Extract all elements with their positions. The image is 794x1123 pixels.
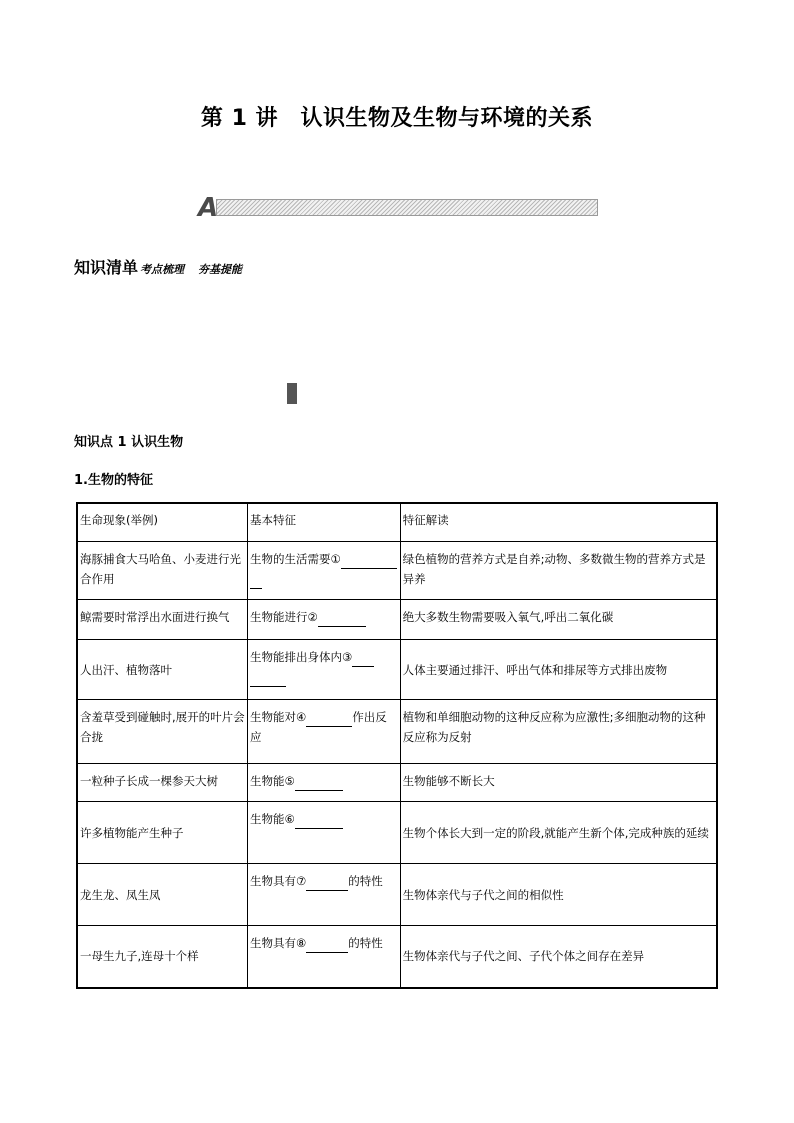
table-row (77, 700, 717, 764)
table-row (77, 542, 717, 600)
cell-feature (247, 926, 400, 988)
cell-feature (247, 640, 400, 700)
cell-example: 许多植物能产生种子 (77, 802, 247, 864)
header-cell-feature: 基本特征 (247, 503, 400, 542)
answer-blank-cont (250, 672, 286, 687)
header-cell-example: 生命现象(举例) (77, 503, 247, 542)
cell-feature (247, 700, 400, 764)
cell-explain: 生物体亲代与子代之间、子代个体之间存在差异 (400, 926, 717, 988)
cell-explain: 绿色植物的营养方式是自养;动物、多数微生物的营养方式是异养 (400, 542, 717, 600)
section-heading (74, 255, 242, 278)
feature-text-after: 作出反应 (249, 710, 387, 744)
feature-text: 生物能⑤ (249, 774, 295, 788)
cell-explain: 生物个体长大到一定的阶段,就能产生新个体,完成种族的延续 (400, 802, 717, 864)
table-header-row (77, 503, 717, 542)
subsection-heading: 1.生物的特征 (74, 473, 153, 488)
cell-feature (247, 542, 400, 600)
feature-text: 生物具有⑧ (249, 936, 307, 950)
page-title: 第 1 讲 认识生物及生物与环境的关系 (200, 106, 594, 131)
table-row (77, 600, 717, 640)
section-banner (198, 193, 598, 223)
cell-feature (247, 802, 400, 864)
cell-explain: 生物能够不断长大 (400, 764, 717, 802)
answer-blank[interactable] (318, 612, 366, 627)
cell-example: 海豚捕食大马哈鱼、小麦进行光合作用 (77, 542, 247, 600)
cell-explain: 绝大多数生物需要吸入氧气,呼出二氧化碳 (400, 600, 717, 640)
traits-table (76, 502, 718, 989)
answer-blank[interactable] (306, 938, 348, 953)
cell-feature (247, 764, 400, 802)
banner-letter: A (198, 193, 219, 223)
answer-blank[interactable] (352, 652, 374, 667)
answer-blank[interactable] (295, 776, 343, 791)
cell-explain: 人体主要通过排汗、呼出气体和排尿等方式排出废物 (400, 640, 717, 700)
feature-text: 生物具有⑦ (249, 874, 307, 888)
cell-example: 一母生九子,连母十个样 (77, 926, 247, 988)
cell-example: 人出汗、植物落叶 (77, 640, 247, 700)
table-row (77, 802, 717, 864)
cell-example: 一粒种子长成一棵参天大树 (77, 764, 247, 802)
feature-text-after: 的特性 (348, 936, 383, 950)
feature-text-after: 的特性 (348, 874, 383, 888)
cell-explain: 植物和单细胞动物的这种反应称为应激性;多细胞动物的这种反应称为反射 (400, 700, 717, 764)
table-row (77, 864, 717, 926)
banner-stripes (216, 199, 598, 216)
placeholder-marker (287, 383, 297, 404)
table-row (77, 926, 717, 988)
answer-blank[interactable] (306, 712, 352, 727)
section-heading-sub2: 夯基提能 (198, 263, 243, 276)
feature-text: 生物能进行② (249, 610, 318, 624)
cell-feature (247, 600, 400, 640)
knowledge-point-heading: 知识点 1 认识生物 (74, 435, 184, 450)
feature-text: 生物能⑥ (249, 812, 295, 826)
header-cell-explain: 特征解读 (400, 503, 717, 542)
cell-explain: 生物体亲代与子代之间的相似性 (400, 864, 717, 926)
answer-blank[interactable] (295, 814, 343, 829)
cell-feature (247, 864, 400, 926)
answer-blank-cont (250, 574, 262, 589)
cell-example: 含羞草受到碰触时,展开的叶片会合拢 (77, 700, 247, 764)
answer-blank[interactable] (341, 554, 397, 569)
feature-text: 生物能对④ (249, 710, 307, 724)
table-row (77, 764, 717, 802)
table-row (77, 640, 717, 700)
answer-blank[interactable] (306, 876, 348, 891)
section-heading-main: 知识清单 (74, 258, 139, 277)
feature-text: 生物能排出身体内③ (249, 650, 353, 664)
cell-example: 鲸需要时常浮出水面进行换气 (77, 600, 247, 640)
section-heading-sub1: 考点梳理 (140, 263, 185, 276)
feature-text: 生物的生活需要① (249, 552, 341, 566)
cell-example: 龙生龙、凤生凤 (77, 864, 247, 926)
